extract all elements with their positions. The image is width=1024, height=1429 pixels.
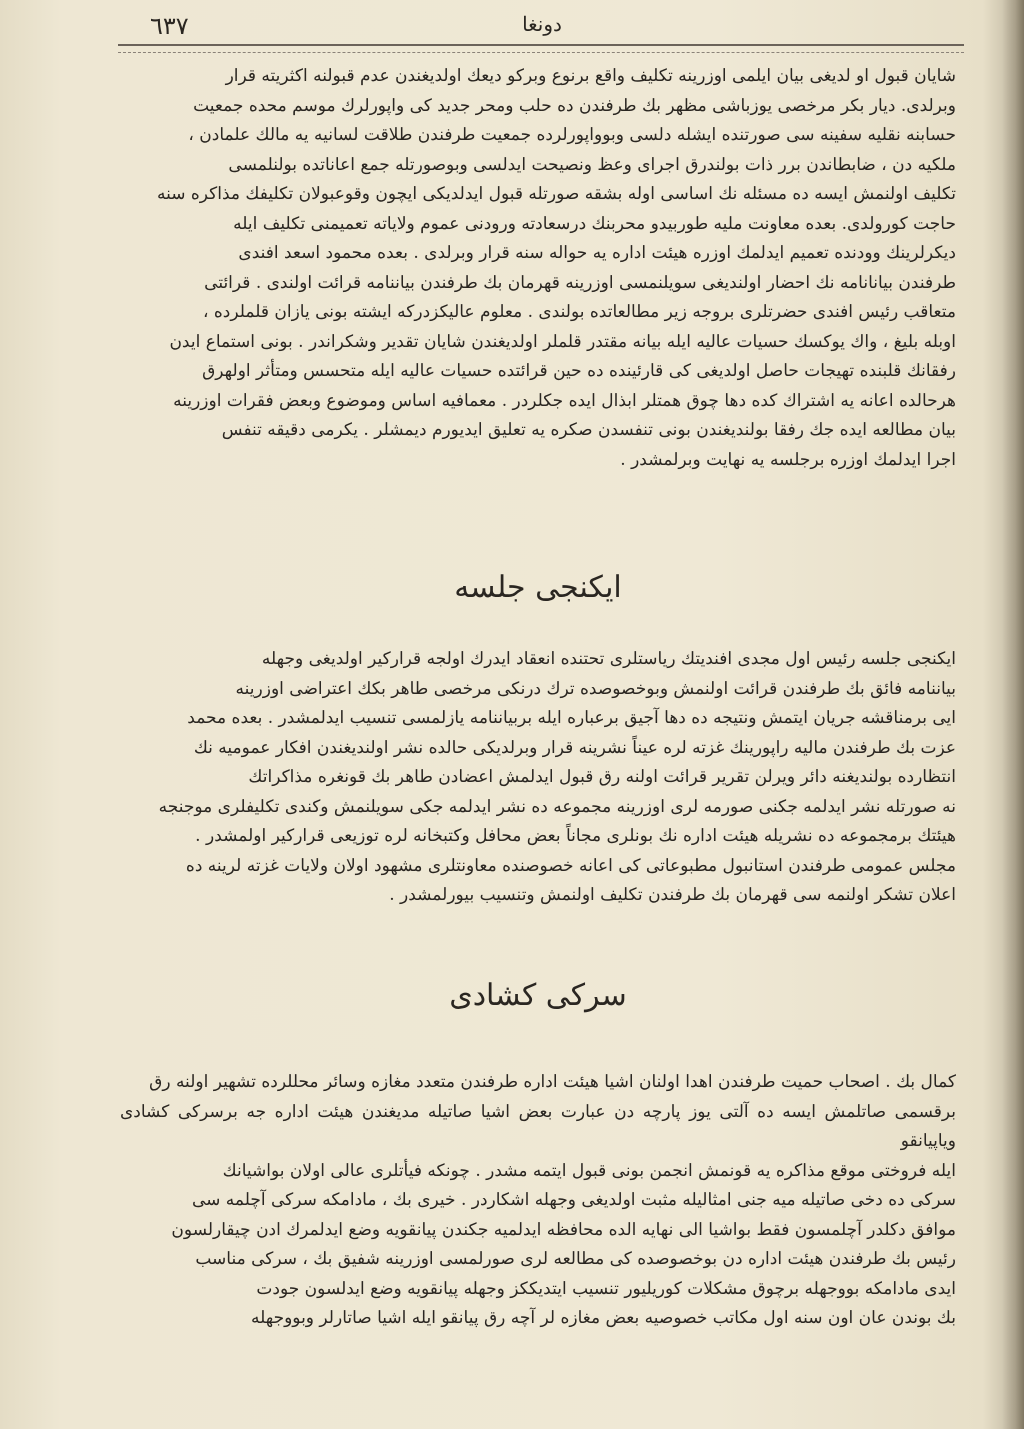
text-line: اجرا ايدلمك اوزره برجلسه يه نهايت وبرلمشدر . [620, 449, 956, 470]
section-heading-auction-opening: سركى كشادى [449, 978, 627, 1013]
text-line: هرحالده اعانه يه اشتراك كده دها چوق همتلر ابذال ايده جكلردر . معمافيه اساس وموضوع وبعض فقرات اوزرينه [173, 390, 956, 411]
text-line: بياننامه فائق بك طرفندن قرائت اولنمش وبوخصوصده ترك درنكى مرخصى طاهر بكك اعتراضى اوزرينه [235, 678, 956, 699]
text-line: عزت بك طرفندن ماليه راپورينك غزته لره عيناً نشرينه قرار وبرلديكى حالده نشر اولنديغندن افكار عموميه نك [193, 737, 956, 758]
text-line: مجلس عمومى طرفندن استانبول مطبوعاتى كى اعانه خصوصنده معاونتلرى مشهود اولان ولايات غزته لرينه ده [185, 855, 956, 876]
text-line: ملكيه دن ، ضابطاندن برر ذات بولندرق اجراى وعظ ونصيحت ايدلسى وبوصورتله جمع اعاناتده بولنلمسى [228, 154, 956, 175]
text-line: شايان قبول او لديغى بيان ايلمى اوزرينه تكليف واقع برنوع وبركو ديعك اولديغندن عدم قبولنه اكثريته قرار [225, 66, 956, 86]
text-line: ايدى مادامكه بووجهله برچوق مشكلات كوريليور تنسيب ايتديككز وجهله پيانقويه وضع ايدلسون جودت [256, 1278, 956, 1299]
text-line: برقسمى صاتلمش ايسه ده آلتى يوز پارچه دن عبارت بعض اشيا صاتيله مديغندن هيئت اداره جه برسركى كشادى وياپيانقو [120, 1101, 956, 1151]
text-line: سركى ده دخى صاتيله ميه جنى امثاليله مثبت اولديغى وجهله اشكاردر . خيرى بك ، مادامكه سركى آچلمه سى [191, 1190, 956, 1210]
text-line: بك بوندن عان اون سنه اول مكاتب خصوصيه بعض مغازه لر آچه رق پيانقو ايله اشيا صاتارلر وبووجهله [251, 1308, 956, 1328]
text-line: بيان مطالعه ايده جك رفقا بولنديغندن بونى تنفسدن صكره يه تعليق ايديورم ديمشلر . يكرمى دقيقه تنفس [221, 420, 956, 440]
header-rule [118, 44, 964, 53]
text-line: رئيس بك طرفندن هيئت اداره دن بوخصوصده كى مطالعه لرى صورلمسى اوزرينه شفيق بك ، سركى مناسب [195, 1249, 956, 1269]
section-2-body [120, 645, 956, 911]
section-heading-second-session: ايكنجى جلسه [454, 570, 622, 605]
text-line: هيئتك برمجموعه ده نشريله هيئت اداره نك بونلرى مجاناً بعض محافل وكتبخانه لره توزيعى قراركير اولمشدر . [195, 826, 956, 846]
text-line: ايله فروختى موقع مذاكره يه قونمش انجمن بونى قبول ايتمه مشدر . چونكه فيأتلرى عالى اولان بواشيانك [222, 1160, 956, 1181]
text-line: نه صورتله نشر ايدلمه جكنى صورمه لرى اوزرينه مجموعه ده نشر ايدلمه جكى سويلنمش وكندى تكليفلرى موجنجه [158, 796, 956, 817]
page-header [120, 10, 964, 40]
running-title: دونغا [522, 12, 562, 36]
text-line: طرفندن بيانانامه نك احضار اولنديغى سويلنمسى اوزرينه قهرمان بك طرفندن بياننامه قرائت اولندى . قرائتى [204, 272, 956, 293]
section-1-body [120, 62, 956, 475]
text-line: حاجت كورولدى. بعده معاونت مليه طوربيدو محربنك درسعادته ورودنى عموم ولاياته تعميمنى تكليف ايله [233, 213, 956, 234]
section-3-body [120, 1068, 956, 1334]
text-line: ايى برمناقشه جريان ايتمش ونتيجه ده دها آجيق برعباره ايله بربياننامه يازلمسى تنسيب ايدلمشدر . بعده محمد [187, 708, 956, 728]
page-number: ٦٣٧ [150, 12, 189, 40]
text-line: انتظارده بولنديغنه دائر ويرلن تقرير قرائت اولنه رق قبول ايدلمش اعضادن طاهر بك قونغره مذاكراتك [248, 767, 956, 787]
text-line: موافق دكلدر آچلمسون فقط بواشيا الى نهايه الده محافظه ايدلميه جكندن پيانقويه وضع ايدلمرك ادن چيقارلسون [171, 1219, 956, 1240]
text-line: حسابنه نقليه سفينه سى صورتنده ايشله دلسى وبوواپورلرده جمعيت طرفندن طلاقت لسانيه يه مالك علمادن ، [188, 125, 956, 145]
text-line: كمال بك . اصحاب حميت طرفندن اهدا اولنان اشيا هيئت اداره طرفندن متعدد مغازه وسائر محللرده تشهير اولنه رق [149, 1072, 956, 1092]
text-line: ايكنجى جلسه رئيس اول مجدى افنديتك رياستلرى تحتنده انعقاد ايدرك اولجه قرارکير اولديغى وجهله [261, 649, 956, 669]
text-line: اعلان تشكر اولنمه سى قهرمان بك طرفندن تكليف اولنمش وتنسيب بيورلمشدر . [389, 885, 956, 905]
text-line: اوبله بليغ ، واك يوكسك حسيات عاليه ايله بيانه مقتدر قلملر اولديغندن شايان تقدير وشكراندر . بونى استماع ايدن [169, 331, 956, 352]
text-line: رفقانك قلبنده تهيجات حاصل اولديغى كى قارئينده ده حين قرائتده حسيات عاليه ايله متحسس ومتأثر اولهرق [202, 361, 956, 381]
text-line: تكليف اولنمش ايسه ده مسئله نك اساسى اوله بشقه صورتله قبول ايدلديكى ايچون وقوعبولان تكليفك مذاكره سنه [156, 184, 956, 204]
text-line: وبرلدى. ديار بكر مرخصى يوزباشى مظهر بك طرفندن ده حلب ومحر جديد كى واپورلرك موسم محده جمعيت [193, 95, 956, 116]
text-line: متعاقب رئيس افندى حضرتلرى بروجه زير مطالعاتده بولندى . معلوم عاليكزدركه ايشته بونى يازان قلملرده ، [203, 302, 956, 322]
page-fold-shadow [1002, 0, 1024, 1429]
text-line: ديكرلرينك وودنده تعميم ايدلمك اوزره هيئت اداره يه حواله سنه قرار وبرلدى . بعده محمود اسعد افندى [238, 243, 956, 263]
